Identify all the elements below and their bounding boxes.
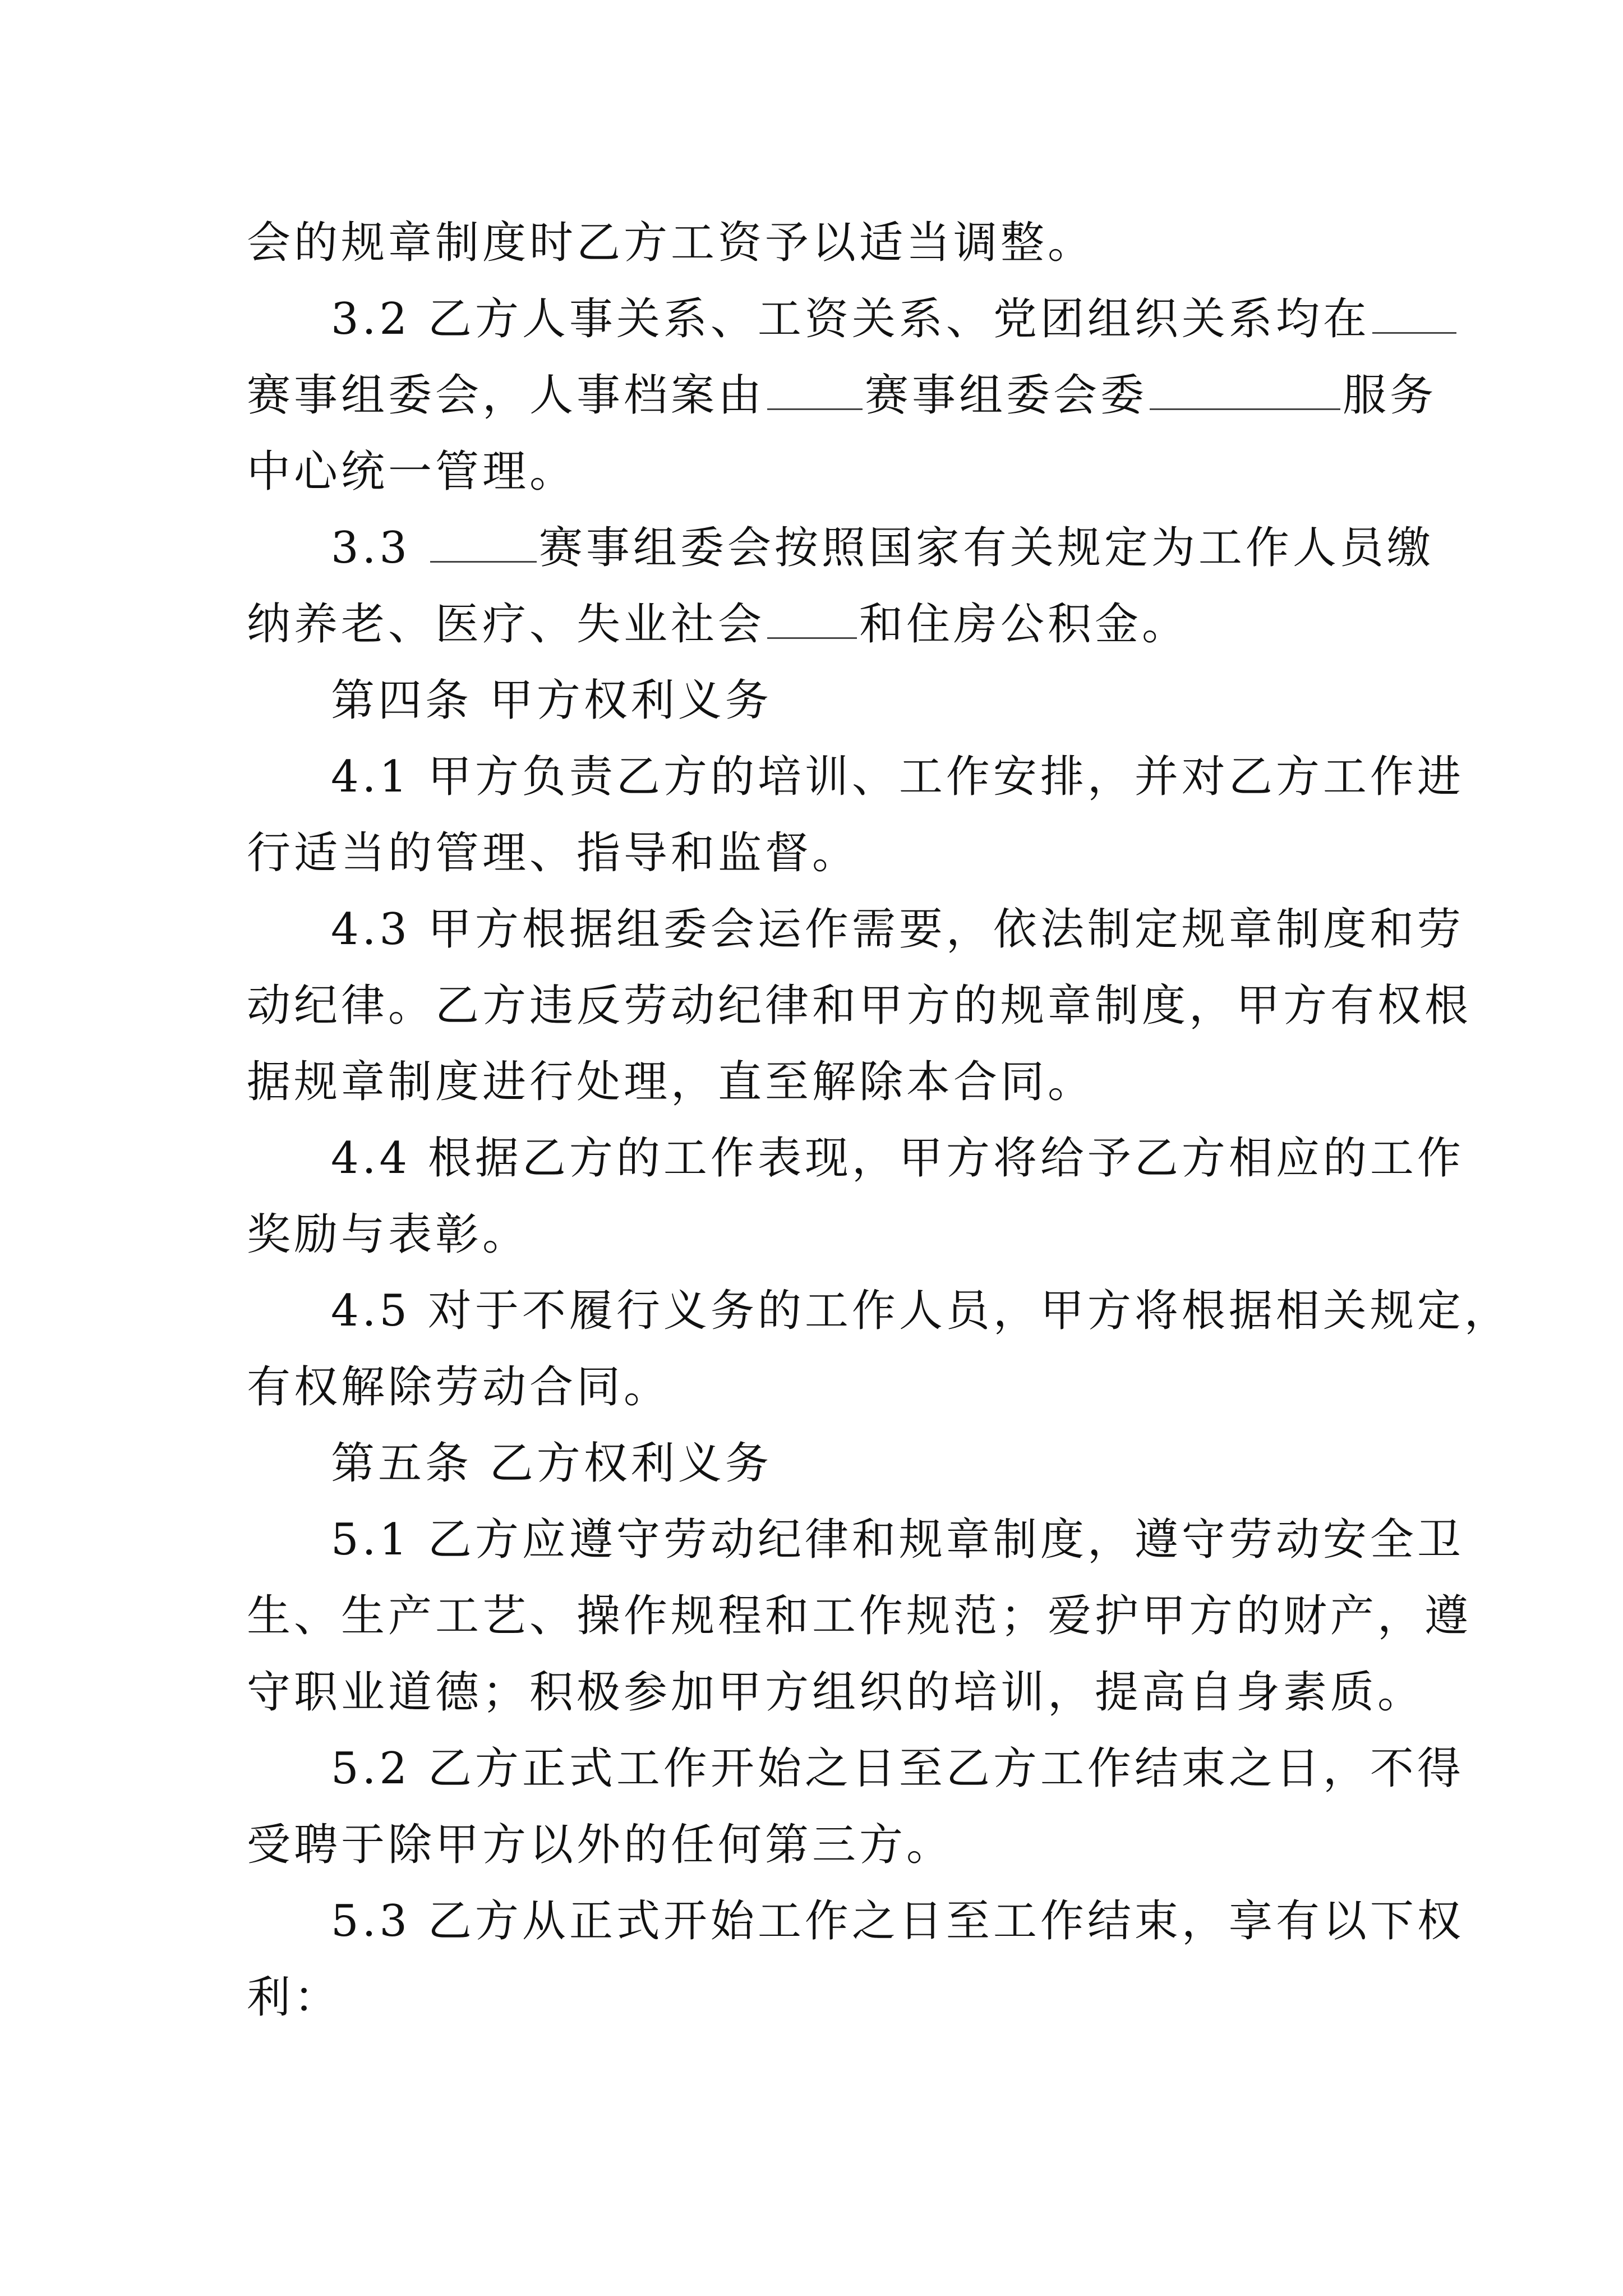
section-heading bbox=[247, 662, 1374, 739]
section-heading bbox=[247, 1425, 1374, 1502]
text-line: 据规章制度进行处理，直至解除本合同。 bbox=[247, 1057, 1095, 1107]
clause-4-5-text: 4.5 对于不履行义务的工作人员，甲方将根据相关规定， bbox=[331, 1286, 1511, 1336]
fill-blank bbox=[767, 593, 857, 639]
paragraph-line bbox=[247, 434, 1374, 510]
text-line: 和住房公积金。 bbox=[859, 599, 1189, 650]
text-line: 服务 bbox=[1343, 370, 1437, 421]
clause-4-1-text: 4.1 甲方负责乙方的培训、工作安排，并对乙方工作进 bbox=[331, 752, 1464, 802]
paragraph-line bbox=[247, 586, 1374, 662]
paragraph-line bbox=[247, 357, 1437, 434]
fill-blank bbox=[1372, 288, 1456, 334]
clause-5-2-text: 5.2 乙方正式工作开始之日至乙方工作结束之日，不得 bbox=[331, 1743, 1464, 1794]
text-line: 赛事组委会，人事档案由 bbox=[247, 370, 766, 421]
clause-number: 3.3 bbox=[331, 523, 411, 573]
paragraph-line bbox=[247, 1883, 1464, 1959]
paragraph-line bbox=[247, 205, 1374, 281]
paragraph-line bbox=[247, 1807, 1374, 1883]
fill-blank bbox=[767, 365, 863, 410]
paragraph-line bbox=[247, 1044, 1374, 1120]
article-5-heading: 第五条 乙方权利义务 bbox=[331, 1438, 772, 1489]
paragraph-line bbox=[247, 1197, 1374, 1273]
paragraph-line bbox=[247, 968, 1472, 1044]
text-line: 利： bbox=[247, 1972, 342, 2023]
paragraph-line bbox=[247, 1120, 1464, 1197]
text-line: 行适当的管理、指导和监督。 bbox=[247, 828, 860, 878]
clause-5-3-text: 5.3 乙方从正式开始工作之日至工作结束，享有以下权 bbox=[331, 1896, 1464, 1947]
text-line: 赛事组委会委 bbox=[865, 370, 1148, 421]
text-line: 奖励与表彰。 bbox=[247, 1209, 530, 1260]
paragraph-line bbox=[247, 1273, 1511, 1349]
clause-4-4-text: 4.4 根据乙方的工作表现，甲方将给予乙方相应的工作 bbox=[331, 1133, 1464, 1184]
paragraph-line bbox=[247, 891, 1464, 968]
paragraph-line bbox=[247, 1349, 1374, 1425]
text-line: 有权解除劳动合同。 bbox=[247, 1362, 671, 1412]
clause-3-3-text: 赛事组委会按照国家有关规定为工作人员缴 bbox=[538, 523, 1434, 573]
paragraph-line bbox=[247, 1654, 1425, 1731]
text-line: 生、生产工艺、操作规程和工作规范；爱护甲方的财产，遵 bbox=[247, 1591, 1472, 1641]
article-4-heading: 第四条 甲方权利义务 bbox=[331, 675, 772, 726]
paragraph-line bbox=[247, 281, 1374, 357]
text-line: 受聘于除甲方以外的任何第三方。 bbox=[247, 1820, 954, 1870]
text-line: 会的规章制度时乙方工资予以适当调整。 bbox=[247, 218, 1095, 268]
clause-4-3-text: 4.3 甲方根据组委会运作需要，依法制定规章制度和劳 bbox=[331, 904, 1464, 955]
clause-3-2-text: 3.2 乙方人事关系、工资关系、党团组织关系均在 bbox=[331, 294, 1370, 344]
fill-blank bbox=[1150, 365, 1340, 410]
text-line: 中心统一管理。 bbox=[247, 447, 577, 497]
text-line: 守职业道德；积极参加甲方组织的培训，提高自身素质。 bbox=[247, 1667, 1425, 1718]
paragraph-line bbox=[247, 1578, 1472, 1654]
paragraph-line bbox=[247, 1959, 1374, 2036]
document-body bbox=[247, 205, 1511, 2036]
text-line: 动纪律。乙方违反劳动纪律和甲方的规章制度，甲方有权根 bbox=[247, 981, 1472, 1031]
paragraph-line bbox=[247, 510, 1434, 586]
paragraph-line bbox=[247, 815, 1374, 891]
paragraph-line bbox=[247, 1502, 1464, 1578]
text-line: 纳养老、医疗、失业社会 bbox=[247, 599, 766, 650]
paragraph-line bbox=[247, 1731, 1464, 1807]
clause-5-1-text: 5.1 乙方应遵守劳动纪律和规章制度，遵守劳动安全卫 bbox=[331, 1515, 1464, 1565]
paragraph-line bbox=[247, 739, 1464, 815]
fill-blank bbox=[430, 517, 537, 563]
